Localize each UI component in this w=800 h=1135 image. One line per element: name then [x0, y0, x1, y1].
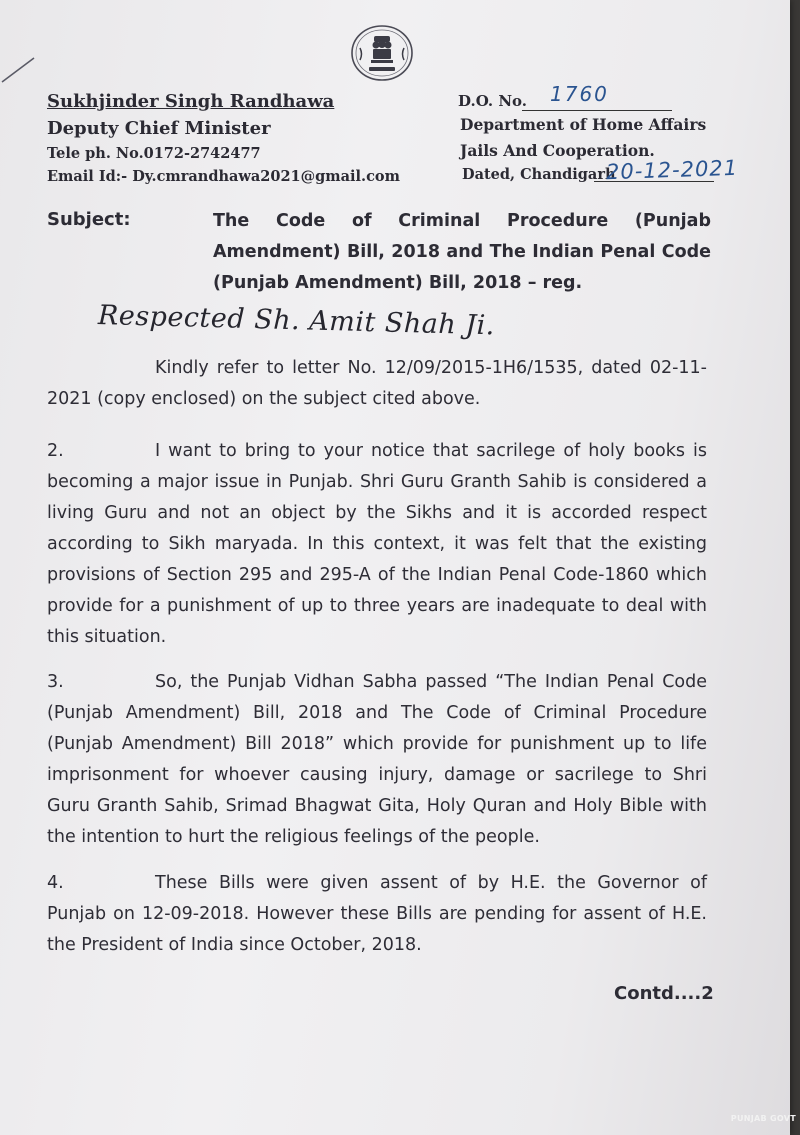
sender-email: Email Id:- Dy.cmrandhawa2021@gmail.com — [47, 168, 400, 185]
paragraph-number: 2. — [47, 441, 64, 461]
department-name: Department of Home Affairs — [460, 115, 707, 134]
date-handwritten: 20-12-2021 — [605, 155, 739, 185]
sender-telephone: Tele ph. No.0172-2742477 — [47, 145, 261, 162]
paragraph-number: 4. — [47, 873, 64, 893]
paragraph-4 — [47, 868, 707, 961]
subject-text: The Code of Criminal Procedure (Punjab Amendment) Bill, 2018 and The Indian Penal Code (Punjab Amendment) Bill, 2018 – reg. — [213, 211, 711, 293]
source-watermark: PUNJAB GOVT — [730, 1114, 796, 1123]
paragraph-3 — [47, 667, 707, 853]
paragraph-text: I want to bring to your notice that sacrilege of holy books is becoming a major issue in Punjab. Shri Guru Granth Sahib is considered a living Guru and not an object by the Sikhs and it is accorded respect according to Sikh maryada. In this context, it was felt that the existing provisions of Section 295 and 295-A of the Indian Penal Code-1860 which provide for a punishment of up to three years are inadequate to deal with this situation. — [47, 441, 707, 647]
sender-name: Sukhjinder Singh Randhawa — [47, 91, 335, 112]
paragraph-2 — [47, 436, 707, 653]
state-emblem-seal — [343, 22, 421, 84]
do-number-handwritten: 1760 — [550, 82, 609, 106]
do-number-line — [522, 110, 672, 111]
dated-label: Dated, Chandigarh — [462, 166, 616, 183]
do-number-label: D.O. No. — [458, 92, 528, 110]
pen-stroke-mark — [0, 0, 40, 90]
handwritten-salutation: Respected Sh. Amit Shah Ji. — [97, 300, 496, 342]
paragraph-1 — [47, 353, 707, 415]
department-subtitle: Jails And Cooperation. — [460, 141, 655, 160]
sender-title: Deputy Chief Minister — [47, 118, 271, 139]
paragraph-text: These Bills were given assent of by H.E. the Governor of Punjab on 12-09-2018. However these Bills are pending for assent of H.E. the President of India since October, 2018. — [47, 873, 707, 955]
continued-marker: Contd....2 — [614, 983, 714, 1004]
subject-label: Subject: — [47, 209, 131, 230]
paragraph-text: So, the Punjab Vidhan Sabha passed “The Indian Penal Code (Punjab Amendment) Bill, 2018 and The Code of Criminal Procedure (Punjab Amendment) Bill 2018” which provide for punishment up to life imprisonment for whoever causing injury, damage or sacrilege to Shri Guru Granth Sahib, Srimad Bhagwat Gita, Holy Quran and Holy Bible with the intention to hurt the religious feelings of the people. — [47, 672, 707, 847]
paragraph-text: Kindly refer to letter No. 12/09/2015-1H6/1535, dated 02-11-2021 (copy enclosed) on the subject cited above. — [47, 358, 707, 409]
paragraph-number: 3. — [47, 672, 64, 692]
